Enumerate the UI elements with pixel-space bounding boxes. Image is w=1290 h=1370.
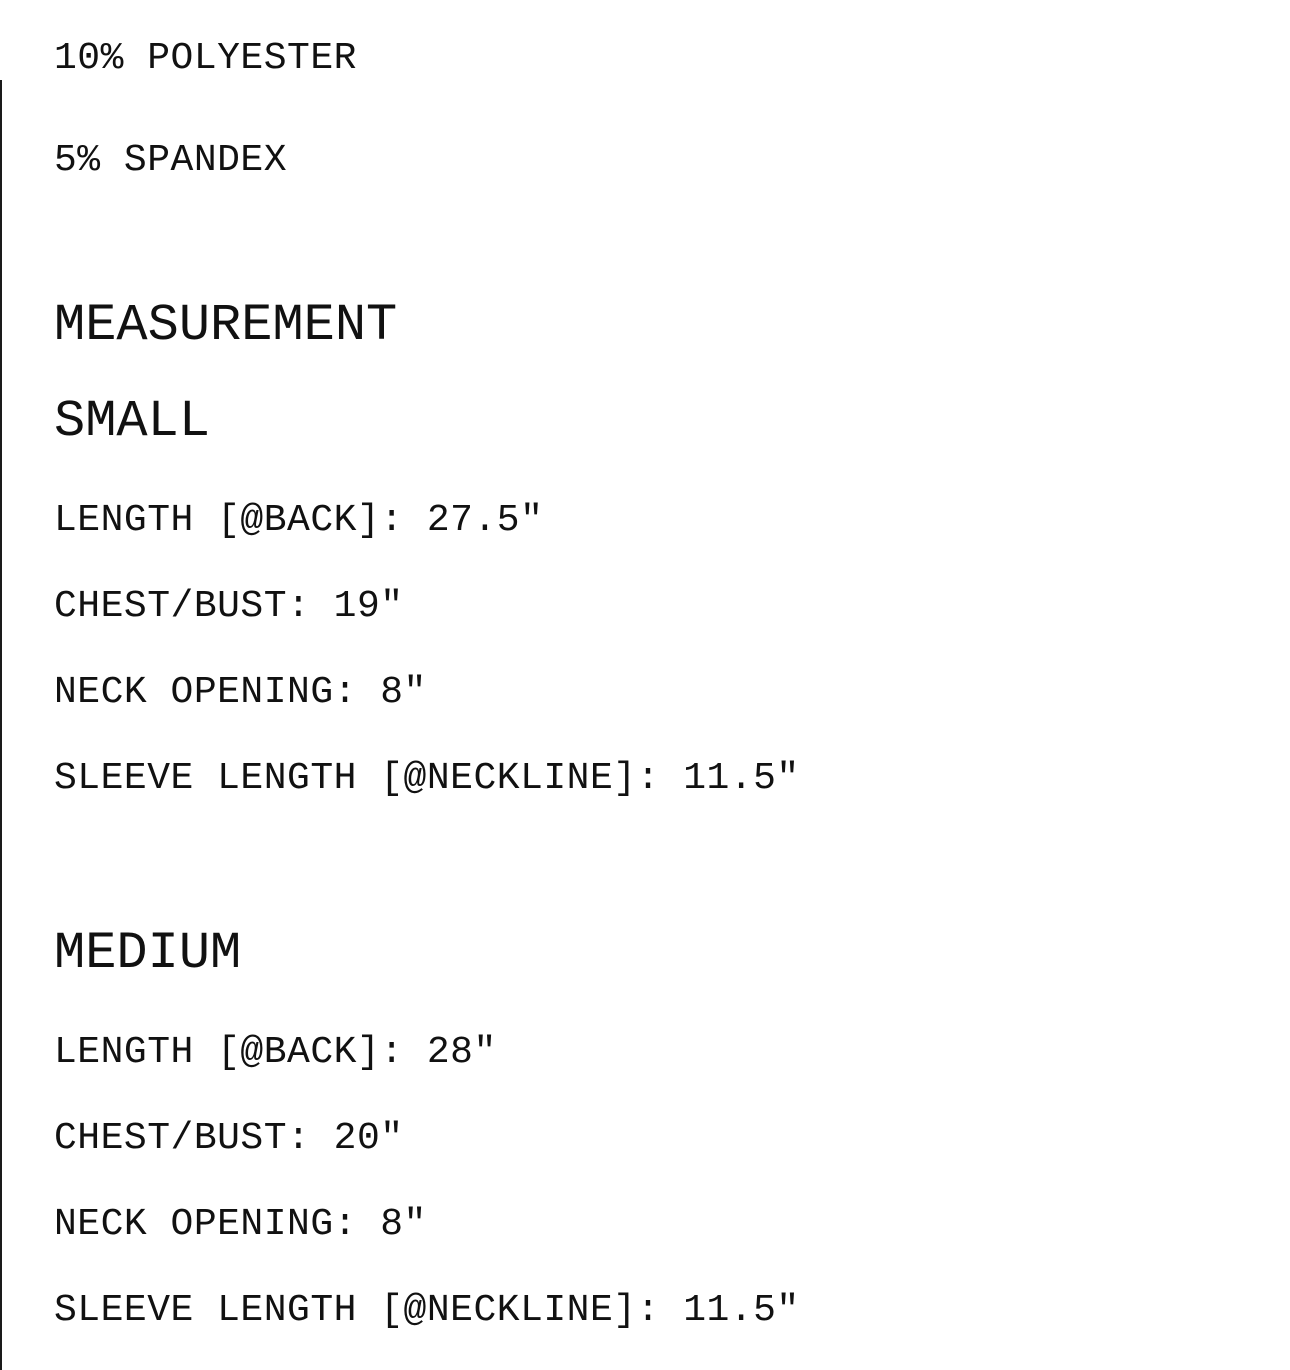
size-heading-small: SMALL bbox=[54, 392, 211, 451]
medium-chest-bust: CHEST/BUST: 20″ bbox=[54, 1117, 404, 1160]
small-length-back: LENGTH [@BACK]: 27.5″ bbox=[54, 499, 544, 542]
scrolled-off-top-area bbox=[0, 0, 1290, 80]
material-spandex-line: 5% SPANDEX bbox=[54, 139, 288, 182]
small-sleeve-length: SLEEVE LENGTH [@NECKLINE]: 11.5″ bbox=[54, 757, 800, 800]
medium-sleeve-length: SLEEVE LENGTH [@NECKLINE]: 11.5″ bbox=[54, 1289, 800, 1332]
medium-neck-opening: NECK OPENING: 8″ bbox=[54, 1203, 427, 1246]
size-heading-medium: MEDIUM bbox=[54, 924, 242, 983]
medium-length-back: LENGTH [@BACK]: 28″ bbox=[54, 1031, 497, 1074]
measurement-title: MEASUREMENT bbox=[54, 296, 398, 355]
material-cut-off-line: 10% POLYESTER bbox=[54, 37, 357, 80]
left-border bbox=[0, 80, 2, 1370]
small-neck-opening: NECK OPENING: 8″ bbox=[54, 671, 427, 714]
small-chest-bust: CHEST/BUST: 19″ bbox=[54, 585, 404, 628]
